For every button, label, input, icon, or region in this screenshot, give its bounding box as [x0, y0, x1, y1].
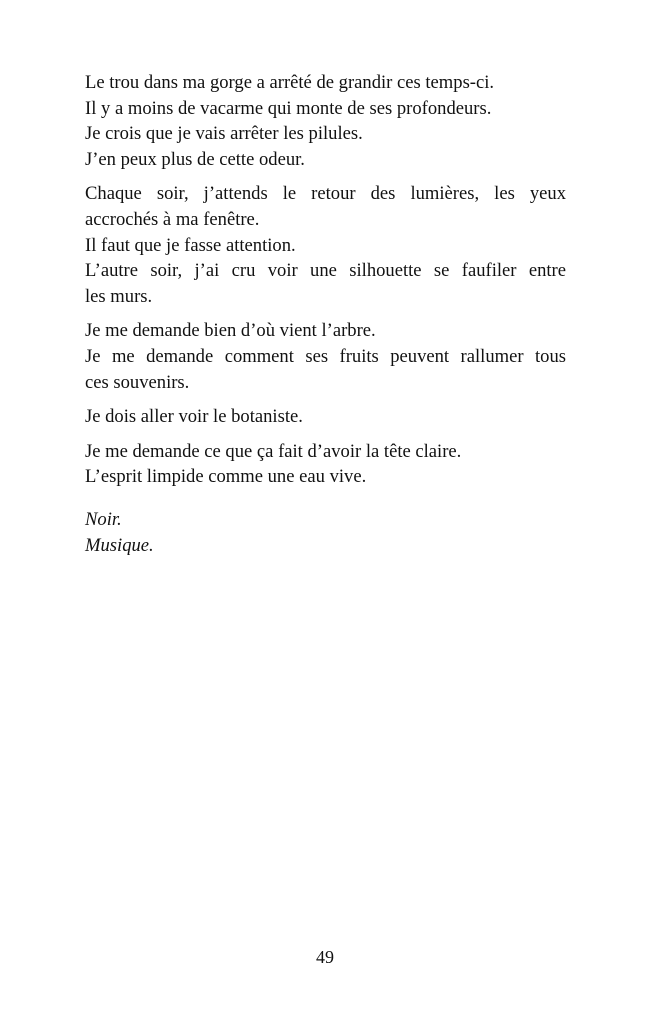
text-line: Je crois que je vais arrêter les pilules. — [85, 123, 363, 145]
paragraph — [85, 181, 566, 309]
paragraph — [85, 318, 566, 395]
text-line: L’autre soir, j’ai cru voir une silhouette se faufiler entre — [85, 260, 566, 282]
text-line: Je me demande comment ses fruits peuvent rallumer tous — [85, 345, 566, 367]
text-line: Il y a moins de vacarme qui monte de ses profondeurs. — [85, 97, 492, 119]
text-line: Je dois aller voir le botaniste. — [85, 406, 303, 428]
text-line: Le trou dans ma gorge a arrêté de grandir ces temps-ci. — [85, 72, 495, 93]
stage-direction: Noir. — [85, 508, 122, 530]
text-line: les murs. — [85, 285, 153, 307]
text-line: accrochés à ma fenêtre. — [85, 208, 260, 230]
text-line: L’esprit limpide comme une eau vive. — [85, 466, 367, 488]
page-number: 49 — [316, 947, 334, 967]
text-line: Il faut que je fasse attention. — [85, 234, 296, 256]
paragraph — [85, 70, 566, 172]
paragraph — [85, 404, 566, 430]
text-line: Je me demande ce que ça fait d’avoir la tête claire. — [85, 440, 462, 462]
stage-directions — [85, 507, 566, 558]
text-line: Je me demande bien d’où vient l’arbre. — [85, 320, 376, 342]
text-line: ces souvenirs. — [85, 371, 190, 393]
paragraph — [85, 439, 566, 490]
text-line: Chaque soir, j’attends le retour des lumières, les yeux — [85, 183, 566, 205]
text-line: J’en peux plus de cette odeur. — [85, 148, 305, 170]
body-text — [85, 70, 566, 567]
stage-direction: Musique. — [85, 534, 154, 556]
